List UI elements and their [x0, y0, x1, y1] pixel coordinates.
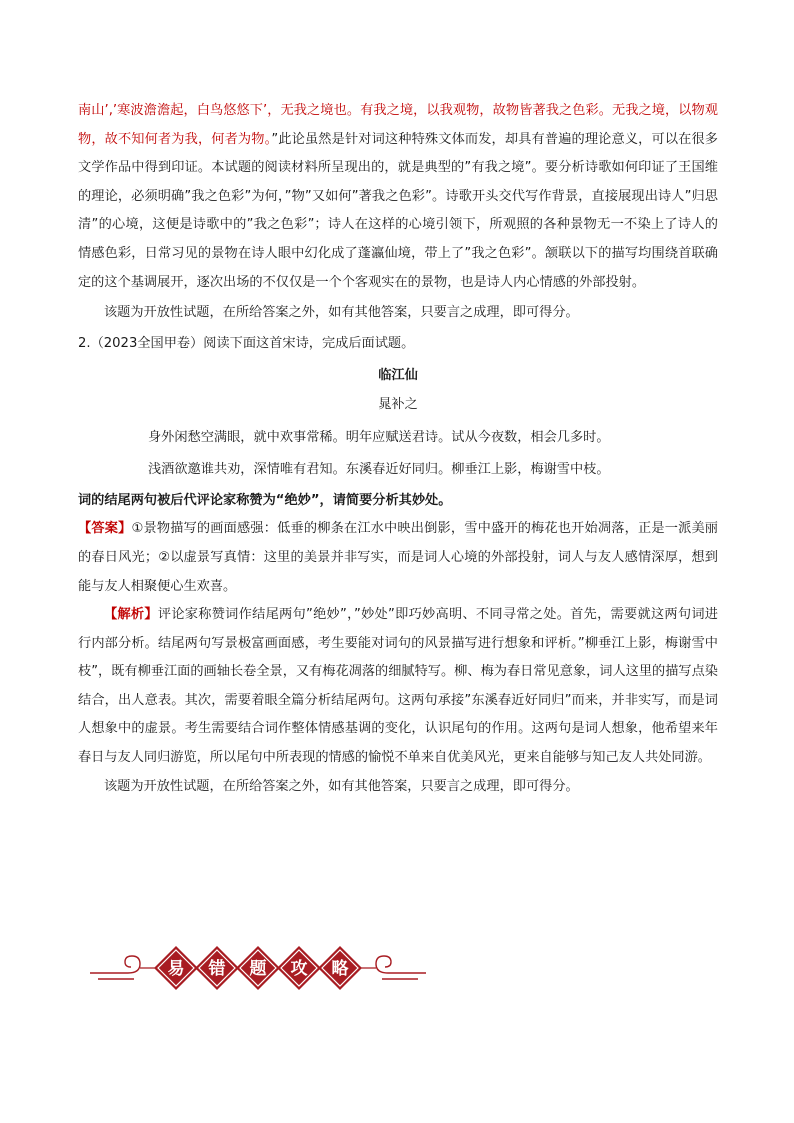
- banner-diamond: [154, 946, 198, 990]
- analysis-body-text: ”此论虽然是针对词这种特殊文体而发，却具有普遍的理论意义，可以在很多文学作品中得到印证。本试题的阅读材料所呈现出的，就是典型的”有我之境”。要分析诗歌如何印证了王国维的理论，必须明确”我之色彩”为何，”物”又如何”著我之色彩”。诗歌开头交代写作背景，直接展现出诗人”归思清”的心境，这便是诗歌中的”我之色彩”；诗人在这样的心境引领下，所观照的各种景物无一不染上了诗人的情感色彩，日常习见的景物在诗人眼中幻化成了蓬瀛仙境，带上了”我之色彩”。颔联以下的描写均围绕首联确定的这个基调展开，逐次出场的不仅仅是一个个客观实在的景物，也是诗人内心情感的外部投射。: [78, 131, 718, 290]
- poem-line-1: 身外闲愁空满眼，就中欢事常稀。明年应赋送君诗。试从今夜数，相会几多时。: [148, 429, 610, 445]
- content-column: [78, 97, 718, 801]
- right-swirl-icon: [376, 956, 426, 979]
- banner-diamond: [195, 946, 239, 990]
- answer-text: ①景物描写的画面感强：低垂的柳条在江水中映出倒影，雪中盛开的梅花也开始凋落，正是一派美丽的春日风光；②以虚景写真情：这里的美景并非写实，而是词人心境的外部投射，词人与友人感情深厚，想到能与友人相聚便心生欢喜。: [78, 521, 718, 594]
- question-2-intro: 2.（2023全国甲卷）阅读下面这首宋诗，完成后面试题。: [78, 335, 415, 351]
- scoring-note-1: 该题为开放性试题，在所给答案之外，如有其他答案，只要言之成理，即可得分。: [104, 305, 579, 321]
- banner-diamond: [277, 946, 321, 990]
- banner-char: 攻: [290, 959, 308, 979]
- banner-char: 易: [167, 959, 185, 979]
- quoted-theory-text: 南山’,’寒波澹澹起，白鸟悠悠下’，无我之境也。有我之境，以我观物，故物皆著我之色彩。无我之境，以物观物，故不知何者为我，何者为物。: [78, 103, 718, 147]
- left-swirl-icon: [90, 956, 140, 979]
- answer-paragraph: [78, 515, 718, 601]
- banner-char: 错: [208, 959, 226, 979]
- banner-diamond: [318, 946, 362, 990]
- answer-label: 【答案】: [78, 521, 132, 537]
- banner-char: 略: [331, 959, 349, 979]
- banner-char: 题: [249, 959, 267, 979]
- poem-author: 晁补之: [378, 396, 418, 412]
- analysis-paragraph: [78, 601, 718, 773]
- poem-line-2: 浅酒欲邀谁共劝，深情唯有君知。东溪春近好同归。柳垂江上影，梅谢雪中枝。: [148, 462, 610, 478]
- analysis-label: 【解析】: [104, 607, 158, 623]
- banner-diamond: [236, 946, 280, 990]
- analysis-text: 评论家称赞词作结尾两句”绝妙”，”妙处”即巧妙高明、不同寻常之处。首先，需要就这两句词进行内部分析。结尾两句写景极富画面感，考生要能对词句的风景描写进行想象和评析。”柳垂江上影，梅谢雪中枝”，既有柳垂江面的画轴长卷全景，又有梅花凋落的细腻特写。柳、梅为春日常见意象，词人这里的描写点染结合，出人意表。其次，需要着眼全篇分析结尾两句。这两句承接”东溪春近好同归”而来，并非实写，而是词人想象中的虚景。考生需要结合词作整体情感基调的变化，认识尾句的作用。这两句是词人想象，他希望来年春日与友人同归游览，所以尾句中所表现的情感的愉悦不单来自优美风光，更来自能够与知己友人共处同游。: [78, 607, 718, 766]
- question-text: 词的结尾两句被后代评论家称赞为“绝妙”，请简要分析其妙处。: [78, 492, 452, 508]
- section-banner: [88, 940, 428, 996]
- paragraph-analysis-continued: [78, 97, 718, 297]
- poem-title: 临江仙: [378, 368, 418, 384]
- scoring-note-2: 该题为开放性试题，在所给答案之外，如有其他答案，只要言之成理，即可得分。: [104, 778, 579, 794]
